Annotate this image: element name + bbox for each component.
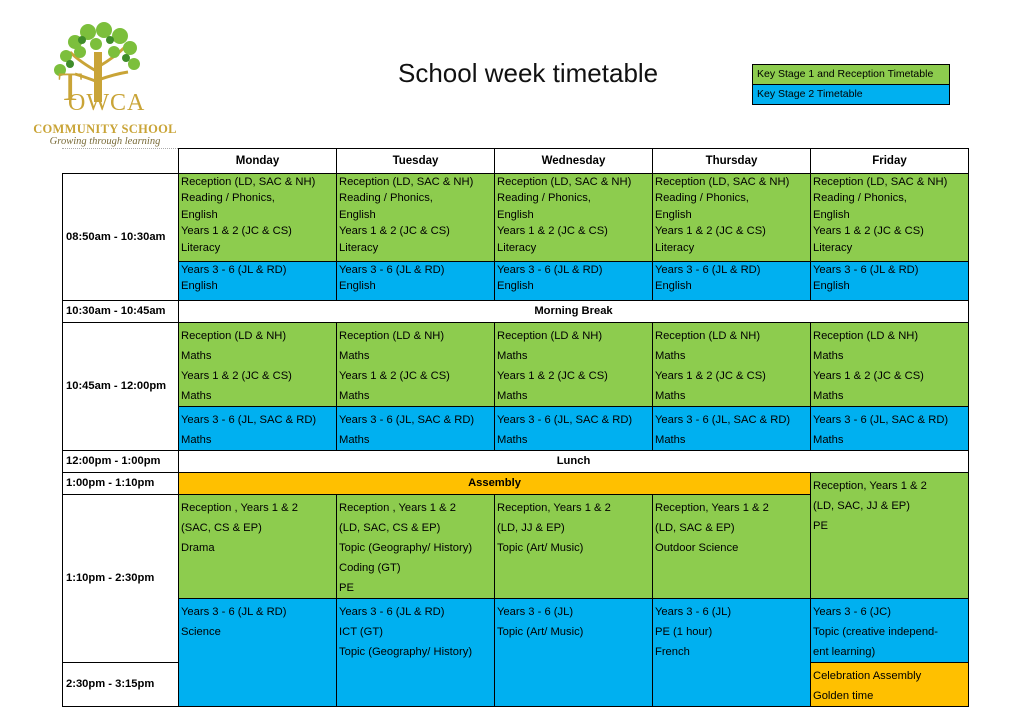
lesson-cell (811, 663, 969, 707)
cell-text: Science (181, 626, 221, 638)
lesson-cell (653, 174, 811, 262)
cell-text: Reception, Years 1 & 2 (655, 502, 769, 514)
time-slot: 10:45am - 12:00pm (63, 323, 179, 451)
cell-text: Maths (181, 390, 212, 402)
cell-text: (SAC, CS & EP) (181, 522, 262, 534)
lesson-cell (179, 495, 337, 599)
cell-text: Years 1 & 2 (JC & CS) (339, 225, 450, 238)
cell-text: Topic (Art/ Music) (497, 626, 584, 638)
cell-text: Years 1 & 2 (JC & CS) (181, 225, 292, 238)
cell-text: Literacy (655, 241, 695, 254)
lesson-cell (337, 174, 495, 262)
table-row (63, 301, 969, 323)
table-row (63, 407, 969, 451)
time-slot: 10:30am - 10:45am (63, 301, 179, 323)
time-slot: 1:00pm - 1:10pm (63, 473, 179, 495)
cell-text: Years 3 - 6 (JL & RD) (497, 264, 603, 276)
lesson-cell (495, 262, 653, 301)
lesson-cell (179, 599, 337, 707)
school-logo (30, 22, 180, 147)
lesson-cell (179, 407, 337, 451)
legend-ks2: Key Stage 2 Timetable (753, 85, 949, 104)
assembly: Assembly (179, 473, 811, 495)
cell-text: Golden time (813, 690, 874, 702)
lesson-cell (337, 495, 495, 599)
lesson-cell (653, 262, 811, 301)
cell-text: Years 3 - 6 (JL) (655, 606, 732, 618)
cell-text: English (497, 208, 534, 221)
cell-text: Years 1 & 2 (JC & CS) (181, 370, 292, 382)
table-row (63, 451, 969, 473)
cell-text: Reception (LD, SAC & NH) (339, 176, 474, 188)
cell-text: Years 3 - 6 (JL, SAC & RD) (339, 414, 475, 426)
cell-text: Maths (497, 390, 528, 402)
school-name-sub: COMMUNITY SCHOOL (33, 122, 177, 136)
cell-text: Maths (497, 434, 528, 446)
cell-text: PE (813, 520, 828, 532)
cell-text: Years 3 - 6 (JL & RD) (339, 606, 445, 618)
cell-text: Literacy (339, 241, 379, 254)
cell-text: Years 1 & 2 (JC & CS) (655, 225, 766, 238)
cell-text: Maths (497, 350, 528, 362)
cell-text: Topic (Geography/ History) (339, 542, 473, 554)
cell-text: Maths (181, 434, 212, 446)
cell-text: Topic (Geography/ History) (339, 646, 473, 658)
cell-text: Years 3 - 6 (JL, SAC & RD) (181, 414, 317, 426)
day-header: Tuesday (337, 149, 495, 174)
cell-text: Years 3 - 6 (JL, SAC & RD) (813, 414, 949, 426)
cell-text: English (655, 280, 692, 293)
cell-text: Reading / Phonics, (813, 192, 907, 205)
cell-text: (LD, JJ & EP) (497, 522, 565, 534)
cell-text: Years 1 & 2 (JC & CS) (813, 225, 924, 238)
cell-text: Years 3 - 6 (JC) (813, 606, 891, 618)
lesson-cell (653, 407, 811, 451)
lesson-cell (811, 323, 969, 407)
cell-text: Maths (655, 434, 686, 446)
cell-text: Maths (813, 434, 844, 446)
cell-text: Reception, Years 1 & 2 (497, 502, 611, 514)
cell-text: English (181, 280, 218, 293)
cell-text: Literacy (497, 241, 537, 254)
cell-text: Maths (339, 434, 370, 446)
morning-break: Morning Break (179, 301, 969, 323)
cell-text: Years 3 - 6 (JL, SAC & RD) (497, 414, 633, 426)
cell-text: Years 3 - 6 (JL & RD) (339, 264, 445, 276)
cell-text: PE (339, 582, 354, 594)
cell-text: Literacy (181, 241, 221, 254)
cell-text: Reception (LD & NH) (497, 330, 603, 342)
cell-text: English (181, 208, 218, 221)
table-row (63, 174, 969, 262)
cell-text: Reception (LD & NH) (181, 330, 287, 342)
cell-text: Celebration Assembly (813, 670, 922, 682)
lesson-cell (811, 407, 969, 451)
timetable (62, 148, 969, 707)
cell-text: (LD, SAC, JJ & EP) (813, 500, 910, 512)
lesson-cell (653, 323, 811, 407)
cell-text: English (655, 208, 692, 221)
lesson-cell (337, 262, 495, 301)
cell-text: Reception (LD, SAC & NH) (655, 176, 790, 188)
cell-text: (LD, SAC & EP) (655, 522, 735, 534)
cell-text: Maths (339, 390, 370, 402)
cell-text: Reception (LD & NH) (655, 330, 761, 342)
cell-text: Years 1 & 2 (JC & CS) (497, 370, 608, 382)
day-header: Friday (811, 149, 969, 174)
cell-text: Reception (LD, SAC & NH) (813, 176, 948, 188)
cell-text: Years 3 - 6 (JL & RD) (181, 264, 287, 276)
page-title: School week timetable (398, 58, 659, 88)
lesson-cell (495, 599, 653, 707)
cell-text: Reading / Phonics, (655, 192, 749, 205)
time-slot: 1:10pm - 2:30pm (63, 495, 179, 663)
cell-text: Years 1 & 2 (JC & CS) (339, 370, 450, 382)
cell-text: Maths (813, 390, 844, 402)
cell-text: Reception (LD & NH) (813, 330, 919, 342)
svg-text:T: T (58, 64, 83, 107)
cell-text: ent learning) (813, 646, 876, 658)
school-name-main: OWCA (68, 90, 146, 116)
cell-text: Years 1 & 2 (JC & CS) (655, 370, 766, 382)
cell-text: Reception , Years 1 & 2 (181, 502, 298, 514)
time-slot: 12:00pm - 1:00pm (63, 451, 179, 473)
lesson-cell (811, 174, 969, 262)
lesson-cell (653, 495, 811, 599)
day-header: Monday (179, 149, 337, 174)
cell-text: Reception (LD, SAC & NH) (497, 176, 632, 188)
cell-text: Years 3 - 6 (JL & RD) (181, 606, 287, 618)
cell-text: Maths (813, 350, 844, 362)
cell-text: Coding (GT) (339, 562, 401, 574)
day-header: Thursday (653, 149, 811, 174)
cell-text: English (813, 280, 850, 293)
table-row (63, 323, 969, 407)
cell-text: Reading / Phonics, (339, 192, 433, 205)
cell-text: Years 3 - 6 (JL, SAC & RD) (655, 414, 791, 426)
cell-text: Years 1 & 2 (JC & CS) (497, 225, 608, 238)
cell-text: Drama (181, 542, 215, 554)
cell-text: Years 3 - 6 (JL) (497, 606, 574, 618)
legend (752, 64, 950, 105)
cell-text: Reception (LD, SAC & NH) (181, 176, 316, 188)
time-slot: 2:30pm - 3:15pm (63, 663, 179, 707)
cell-text: PE (1 hour) (655, 626, 713, 638)
cell-text: English (813, 208, 850, 221)
lesson-cell (337, 323, 495, 407)
cell-text: Reception , Years 1 & 2 (339, 502, 456, 514)
cell-text: Maths (655, 390, 686, 402)
cell-text: Years 3 - 6 (JL & RD) (813, 264, 919, 276)
lesson-cell (337, 407, 495, 451)
lesson-cell (495, 174, 653, 262)
lunch: Lunch (179, 451, 969, 473)
cell-text: French (655, 646, 690, 658)
cell-text: Reading / Phonics, (181, 192, 275, 205)
lesson-cell (811, 473, 969, 599)
lesson-cell (495, 323, 653, 407)
day-header: Wednesday (495, 149, 653, 174)
table-row (63, 599, 969, 663)
header-row (63, 149, 969, 174)
cell-text: Years 1 & 2 (JC & CS) (813, 370, 924, 382)
lesson-cell (179, 174, 337, 262)
lesson-cell (495, 407, 653, 451)
cell-text: Literacy (813, 241, 853, 254)
lesson-cell (179, 262, 337, 301)
lesson-cell (653, 599, 811, 707)
cell-text: (LD, SAC, CS & EP) (339, 522, 441, 534)
lesson-cell (179, 323, 337, 407)
table-row (63, 473, 969, 495)
cell-text: Outdoor Science (655, 542, 739, 554)
cell-text: Maths (655, 350, 686, 362)
lesson-cell (495, 495, 653, 599)
school-motto: Growing through learning (49, 136, 161, 147)
legend-ks1: Key Stage 1 and Reception Timetable (753, 65, 949, 85)
cell-text: Topic (Art/ Music) (497, 542, 584, 554)
cell-text: Reading / Phonics, (497, 192, 591, 205)
cell-text: English (339, 280, 376, 293)
lesson-cell (811, 262, 969, 301)
lesson-cell (811, 599, 969, 663)
cell-text: Years 3 - 6 (JL & RD) (655, 264, 761, 276)
cell-text: Reception (LD & NH) (339, 330, 445, 342)
cell-text: Topic (creative independ- (813, 626, 938, 638)
corner-cell (63, 149, 179, 174)
table-row (63, 262, 969, 301)
cell-text: English (339, 208, 376, 221)
lesson-cell (337, 599, 495, 707)
cell-text: Reception, Years 1 & 2 (813, 480, 927, 492)
time-slot: 08:50am - 10:30am (63, 174, 179, 301)
cell-text: Maths (181, 350, 212, 362)
cell-text: ICT (GT) (339, 626, 383, 638)
cell-text: Maths (339, 350, 370, 362)
cell-text: English (497, 280, 534, 293)
